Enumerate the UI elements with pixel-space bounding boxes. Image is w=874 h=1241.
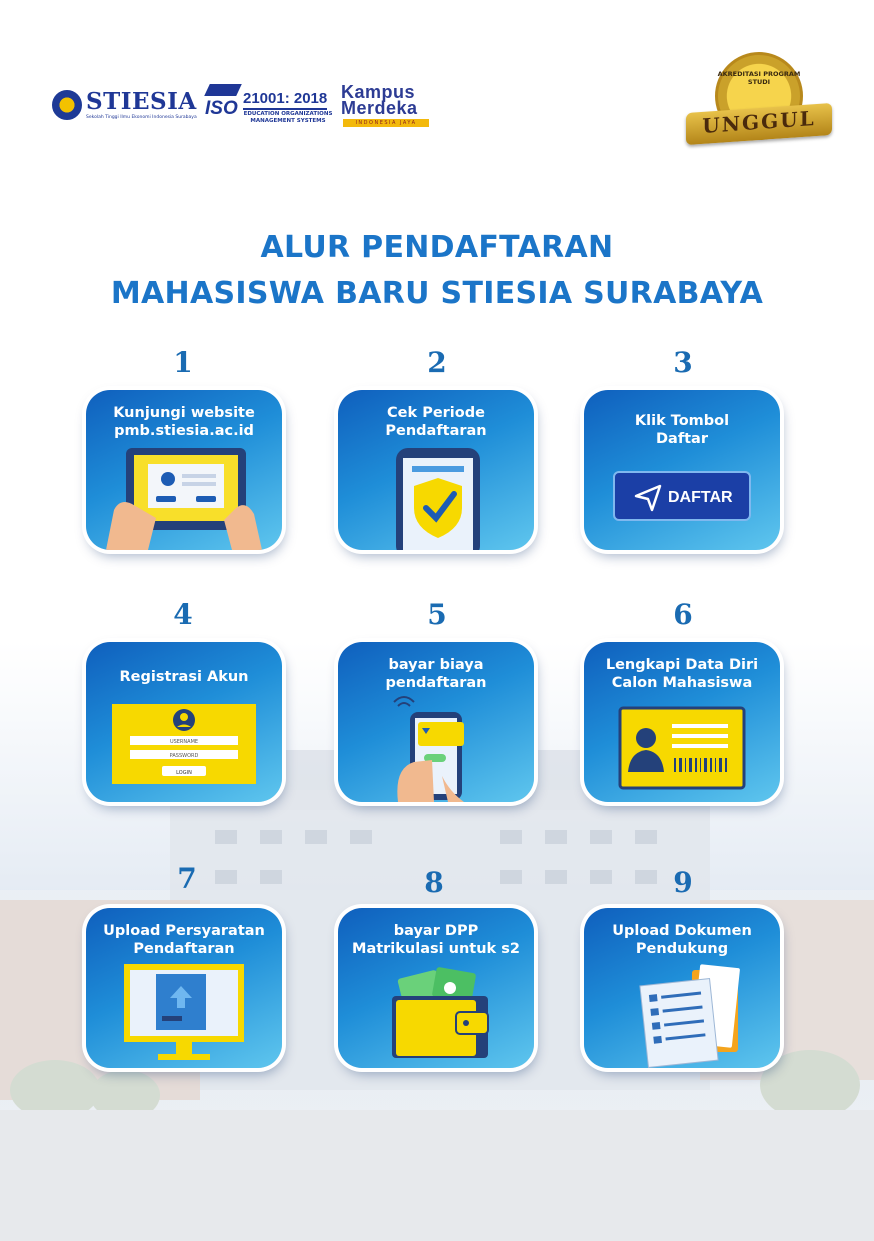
stiesia-name: STIESIA [86, 88, 197, 115]
page-title-line2: MAHASISWA BARU STIESIA SURABAYA [110, 276, 764, 311]
step-label: Registrasi Akun [119, 669, 249, 685]
step-label: bayar biaya pendaftaran [385, 657, 487, 691]
kampus-line2: Merdeka [341, 98, 418, 118]
step-card-5 [338, 642, 534, 802]
username-field-text: USERNAME [169, 739, 199, 745]
graduation-cap-icon [205, 84, 241, 128]
iso-subtitle: EDUCATION ORGANIZATIONS MANAGEMENT SYSTEMS [243, 111, 333, 124]
step-card-6 [584, 642, 780, 802]
iso-logo [203, 84, 331, 130]
login-form-icon [86, 642, 282, 802]
stiesia-logo [52, 88, 197, 124]
page-title-line1: ALUR PENDAFTARAN [260, 230, 614, 265]
step-number: 3 [673, 346, 693, 379]
kampus-line1: Kampus [341, 82, 416, 102]
accreditation-badge [680, 48, 838, 158]
kampus-line3: INDONESIA JAYA [343, 119, 429, 127]
step-card-1 [86, 390, 282, 550]
step-card-3 [584, 390, 780, 550]
step-label: Upload Persyaratan Pendaftaran [103, 923, 265, 957]
step-label: Kunjungi website pmb.stiesia.ac.id [113, 405, 255, 439]
badge-rank: UNGGUL [702, 106, 816, 138]
badge-text: AKREDITASI PROGRAM STUDI [717, 70, 801, 86]
step-number: 5 [427, 598, 447, 631]
step-label: Lengkapi Data Diri Calon Mahasiswa [605, 657, 759, 691]
step-number: 7 [177, 862, 197, 895]
iso-mark: ISO [205, 98, 238, 119]
step-label: Upload Dokumen Pendukung [612, 923, 752, 957]
step-label: bayar DPP Matrikulasi untuk s2 [352, 923, 520, 957]
step-card-2 [338, 390, 534, 550]
stiesia-seal-icon [52, 90, 82, 120]
kampus-merdeka-logo [341, 82, 433, 130]
step-number: 6 [673, 598, 693, 631]
step-number: 2 [427, 346, 447, 379]
step-number: 1 [173, 346, 193, 379]
iso-standard: 21001: 2018 [243, 90, 327, 110]
step-card-7 [86, 908, 282, 1068]
step-card-9 [584, 908, 780, 1068]
step-number: 4 [173, 598, 193, 631]
login-button-text: LOGIN [176, 770, 192, 776]
step-card-4 [86, 642, 282, 802]
step-number: 9 [673, 866, 693, 899]
step-label: Cek Periode Pendaftaran [385, 405, 487, 439]
password-field-text: PASSWORD [169, 753, 199, 759]
step-label: Klik Tombol Daftar [634, 413, 730, 447]
step-number: 8 [424, 866, 444, 899]
stiesia-tagline: Sekolah Tinggi Ilmu Ekonomi Indonesia Surabaya [86, 115, 197, 120]
step-card-8 [338, 908, 534, 1068]
daftar-button-text: DAFTAR [668, 489, 733, 506]
